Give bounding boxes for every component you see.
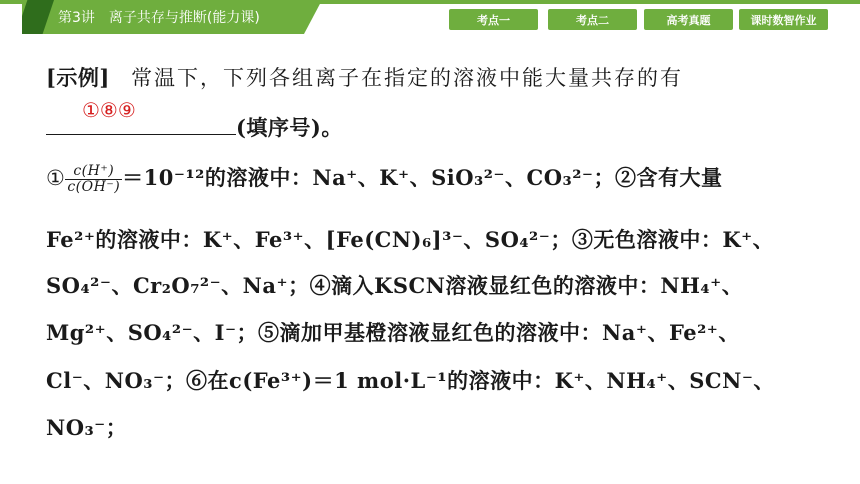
nav-button-kaodian-1[interactable]: 考点一 [449,9,538,30]
top-bar [0,0,860,34]
option-line-4 [46,317,740,347]
option-line-1 [46,162,723,195]
example-tag: [示例] [46,65,110,90]
question-text: 常温下，下列各组离子在指定的溶液中能大量共存的有 [131,66,684,90]
nav-button-homework[interactable]: 课时数智作业 [739,9,828,30]
option-5-text: Cl⁻、NO₃⁻；⑥在c(Fe³⁺)＝1 mol·L⁻¹的溶液中：K⁺、NH₄⁺、SCN⁻、 [46,368,775,393]
lecture-title: 第3讲 离子共存与推断(能力课) [58,10,260,26]
option-line-2 [46,224,774,254]
option-line-6 [46,412,127,442]
fill-note: (填序号)。 [236,115,343,140]
option-1-text: ＝10⁻¹²的溶液中：Na⁺、K⁺、SiO₃²⁻、CO₃²⁻；②含有大量 [122,165,723,190]
answer-text: ①⑧⑨ [82,98,136,122]
fill-blank-line [46,112,343,142]
option-6-text: NO₃⁻； [46,415,128,440]
option-3-text: SO₄²⁻、Cr₂O₇²⁻、Na⁺；④滴入KSCN溶液显红色的溶液中：NH₄⁺、 [46,273,744,298]
nav-button-exam-questions[interactable]: 高考真题 [644,9,733,30]
concentration-ratio-fraction [65,164,122,196]
option-4-text: Mg²⁺、SO₄²⁻、I⁻；⑤滴加甲基橙溶液显红色的溶液中：Na⁺、Fe²⁺、 [46,320,740,345]
option-2-text: Fe²⁺的溶液中：K⁺、Fe³⁺、[Fe(CN)₆]³⁻、SO₄²⁻；③无色溶液中：K⁺、 [46,227,775,252]
fraction-denominator: c(OH⁻) [67,179,121,195]
option-line-3 [46,270,743,300]
answer-blank [46,114,236,135]
option-1-number: ① [46,166,66,190]
option-line-5 [46,365,775,395]
fraction-numerator: c(H⁺) [65,164,122,180]
nav-button-kaodian-2[interactable]: 考点二 [548,9,637,30]
question-line [46,62,683,92]
title-tab-decoration [16,0,54,34]
